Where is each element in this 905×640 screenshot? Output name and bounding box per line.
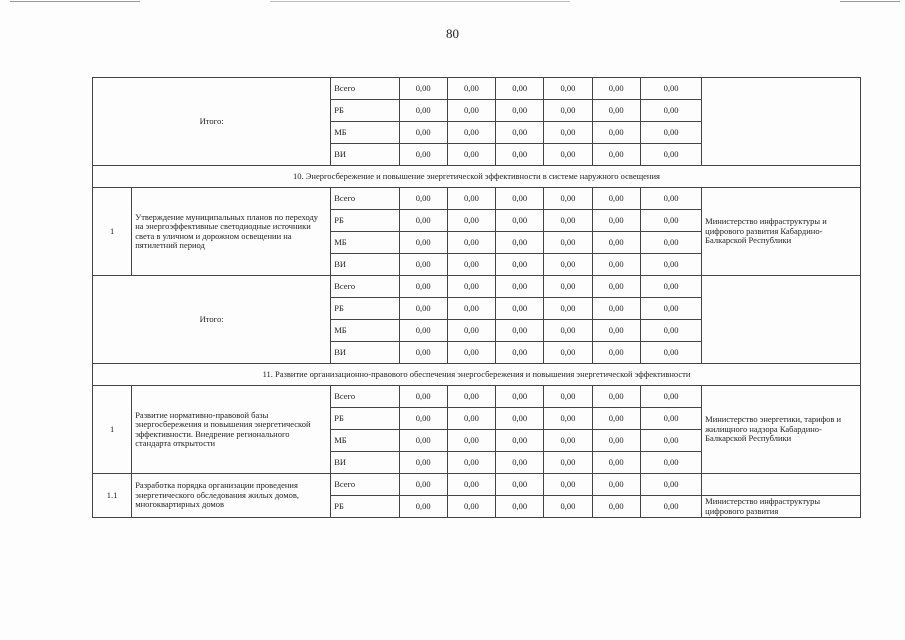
value-cell: 0,00 xyxy=(447,342,495,364)
value-cell: 0,00 xyxy=(447,320,495,342)
section-title: 10. Энергосбережение и повышение энергетической эффективности в системе наружного освещения xyxy=(93,166,861,188)
source-cell: РБ xyxy=(331,210,399,232)
value-cell: 0,00 xyxy=(447,122,495,144)
total-label: Итого: xyxy=(93,276,331,364)
value-cell: 0,00 xyxy=(399,298,447,320)
value-cell: 0,00 xyxy=(496,452,544,474)
value-cell: 0,00 xyxy=(399,210,447,232)
value-cell: 0,00 xyxy=(544,452,592,474)
total-row-b xyxy=(93,276,861,298)
section-10-row xyxy=(93,166,861,188)
value-cell: 0,00 xyxy=(399,232,447,254)
value-cell: 0,00 xyxy=(640,342,701,364)
value-cell: 0,00 xyxy=(544,78,592,100)
value-cell: 0,00 xyxy=(544,276,592,298)
value-cell: 0,00 xyxy=(496,298,544,320)
measure-number: 1.1 xyxy=(93,474,132,518)
value-cell: 0,00 xyxy=(592,320,640,342)
value-cell: 0,00 xyxy=(496,144,544,166)
measure-description: Разработка порядка организации проведения энергетического обследования жилых домов, многоквартирных домов xyxy=(132,474,331,518)
value-cell: 0,00 xyxy=(544,188,592,210)
value-cell: 0,00 xyxy=(544,408,592,430)
value-cell: 0,00 xyxy=(544,144,592,166)
value-cell: 0,00 xyxy=(496,386,544,408)
value-cell: 0,00 xyxy=(640,386,701,408)
measure-description: Развитие нормативно-правовой базы энергосбережения и повышения энергетической эффективности. Внедрение регионального стандарта открытости xyxy=(132,386,331,474)
measure-number: 1 xyxy=(93,188,132,276)
value-cell: 0,00 xyxy=(640,452,701,474)
source-cell: ВИ xyxy=(331,452,399,474)
total-label: Итого: xyxy=(93,78,331,166)
value-cell: 0,00 xyxy=(399,474,447,496)
value-cell: 0,00 xyxy=(447,276,495,298)
value-cell: 0,00 xyxy=(496,320,544,342)
value-cell: 0,00 xyxy=(592,276,640,298)
value-cell: 0,00 xyxy=(399,78,447,100)
executor-cell: Министерство инфраструктуры цифрового развития xyxy=(702,496,861,518)
value-cell: 0,00 xyxy=(399,430,447,452)
value-cell: 0,00 xyxy=(447,100,495,122)
value-cell: 0,00 xyxy=(496,474,544,496)
value-cell: 0,00 xyxy=(447,408,495,430)
measure-row xyxy=(93,474,861,496)
source-cell: ВИ xyxy=(331,144,399,166)
value-cell: 0,00 xyxy=(640,408,701,430)
page-number: 80 xyxy=(446,26,459,41)
value-cell: 0,00 xyxy=(399,100,447,122)
value-cell: 0,00 xyxy=(592,386,640,408)
source-cell: МБ xyxy=(331,320,399,342)
value-cell: 0,00 xyxy=(544,254,592,276)
value-cell: 0,00 xyxy=(447,78,495,100)
value-cell: 0,00 xyxy=(496,496,544,518)
section-11-row xyxy=(93,364,861,386)
value-cell: 0,00 xyxy=(640,188,701,210)
value-cell: 0,00 xyxy=(496,254,544,276)
value-cell: 0,00 xyxy=(640,430,701,452)
value-cell: 0,00 xyxy=(544,122,592,144)
value-cell: 0,00 xyxy=(399,452,447,474)
value-cell: 0,00 xyxy=(399,342,447,364)
value-cell: 0,00 xyxy=(447,430,495,452)
source-cell: РБ xyxy=(331,496,399,518)
value-cell: 0,00 xyxy=(447,254,495,276)
value-cell: 0,00 xyxy=(640,276,701,298)
value-cell: 0,00 xyxy=(399,144,447,166)
value-cell: 0,00 xyxy=(447,452,495,474)
measure-number: 1 xyxy=(93,386,132,474)
value-cell: 0,00 xyxy=(496,210,544,232)
scan-edge-mid xyxy=(270,1,570,2)
value-cell: 0,00 xyxy=(592,100,640,122)
value-cell: 0,00 xyxy=(592,452,640,474)
value-cell: 0,00 xyxy=(496,78,544,100)
value-cell: 0,00 xyxy=(592,78,640,100)
source-cell: Всего xyxy=(331,188,399,210)
value-cell: 0,00 xyxy=(544,474,592,496)
program-table xyxy=(92,77,861,518)
executor-cell xyxy=(702,276,861,364)
value-cell: 0,00 xyxy=(592,496,640,518)
value-cell: 0,00 xyxy=(640,144,701,166)
value-cell: 0,00 xyxy=(544,342,592,364)
measure-row xyxy=(93,188,861,210)
value-cell: 0,00 xyxy=(496,232,544,254)
table-body xyxy=(93,78,861,518)
value-cell: 0,00 xyxy=(544,320,592,342)
section-title: 11. Развитие организационно-правового обеспечения энергосбережения и повышения энергетической эффективности xyxy=(93,364,861,386)
value-cell: 0,00 xyxy=(592,144,640,166)
source-cell: Всего xyxy=(331,386,399,408)
executor-cell: Министерство энергетики, тарифов и жилищного надзора Кабардино-Балкарской Республики xyxy=(702,386,861,474)
measure-description: Утверждение муниципальных планов по переходу на энергоэффективные светодиодные источники света в уличном и дорожном освещении на пятилетний период xyxy=(132,188,331,276)
value-cell: 0,00 xyxy=(496,276,544,298)
value-cell: 0,00 xyxy=(496,100,544,122)
value-cell: 0,00 xyxy=(592,210,640,232)
total-row-a xyxy=(93,78,861,100)
value-cell: 0,00 xyxy=(447,496,495,518)
source-cell: Всего xyxy=(331,474,399,496)
executor-cell: Министерство инфраструктуры и цифрового развития Кабардино-Балкарской Республики xyxy=(702,188,861,276)
value-cell: 0,00 xyxy=(592,188,640,210)
value-cell: 0,00 xyxy=(447,474,495,496)
value-cell: 0,00 xyxy=(399,320,447,342)
value-cell: 0,00 xyxy=(592,298,640,320)
source-cell: МБ xyxy=(331,122,399,144)
value-cell: 0,00 xyxy=(592,474,640,496)
value-cell: 0,00 xyxy=(640,474,701,496)
executor-cell xyxy=(702,474,861,496)
scan-edge-right xyxy=(840,1,900,2)
value-cell: 0,00 xyxy=(399,496,447,518)
value-cell: 0,00 xyxy=(544,430,592,452)
value-cell: 0,00 xyxy=(544,210,592,232)
value-cell: 0,00 xyxy=(640,298,701,320)
value-cell: 0,00 xyxy=(544,386,592,408)
value-cell: 0,00 xyxy=(640,254,701,276)
value-cell: 0,00 xyxy=(447,144,495,166)
value-cell: 0,00 xyxy=(399,276,447,298)
source-cell: МБ xyxy=(331,232,399,254)
source-cell: РБ xyxy=(331,100,399,122)
value-cell: 0,00 xyxy=(640,78,701,100)
source-cell: ВИ xyxy=(331,254,399,276)
value-cell: 0,00 xyxy=(544,496,592,518)
source-cell: РБ xyxy=(331,408,399,430)
value-cell: 0,00 xyxy=(640,320,701,342)
value-cell: 0,00 xyxy=(447,232,495,254)
value-cell: 0,00 xyxy=(592,122,640,144)
source-cell: РБ xyxy=(331,298,399,320)
value-cell: 0,00 xyxy=(496,408,544,430)
value-cell: 0,00 xyxy=(592,232,640,254)
source-cell: Всего xyxy=(331,276,399,298)
value-cell: 0,00 xyxy=(399,188,447,210)
value-cell: 0,00 xyxy=(640,210,701,232)
value-cell: 0,00 xyxy=(592,430,640,452)
value-cell: 0,00 xyxy=(399,122,447,144)
measure-row xyxy=(93,386,861,408)
value-cell: 0,00 xyxy=(592,408,640,430)
scan-edge-left xyxy=(10,1,140,2)
value-cell: 0,00 xyxy=(447,210,495,232)
executor-cell xyxy=(702,78,861,166)
value-cell: 0,00 xyxy=(399,408,447,430)
value-cell: 0,00 xyxy=(399,254,447,276)
source-cell: ВИ xyxy=(331,342,399,364)
value-cell: 0,00 xyxy=(496,342,544,364)
value-cell: 0,00 xyxy=(640,496,701,518)
value-cell: 0,00 xyxy=(496,122,544,144)
value-cell: 0,00 xyxy=(447,298,495,320)
source-cell: Всего xyxy=(331,78,399,100)
value-cell: 0,00 xyxy=(399,386,447,408)
value-cell: 0,00 xyxy=(447,386,495,408)
source-cell: МБ xyxy=(331,430,399,452)
value-cell: 0,00 xyxy=(544,298,592,320)
value-cell: 0,00 xyxy=(640,232,701,254)
value-cell: 0,00 xyxy=(640,122,701,144)
value-cell: 0,00 xyxy=(640,100,701,122)
value-cell: 0,00 xyxy=(544,100,592,122)
value-cell: 0,00 xyxy=(496,188,544,210)
value-cell: 0,00 xyxy=(496,430,544,452)
value-cell: 0,00 xyxy=(592,342,640,364)
value-cell: 0,00 xyxy=(592,254,640,276)
value-cell: 0,00 xyxy=(544,232,592,254)
value-cell: 0,00 xyxy=(447,188,495,210)
